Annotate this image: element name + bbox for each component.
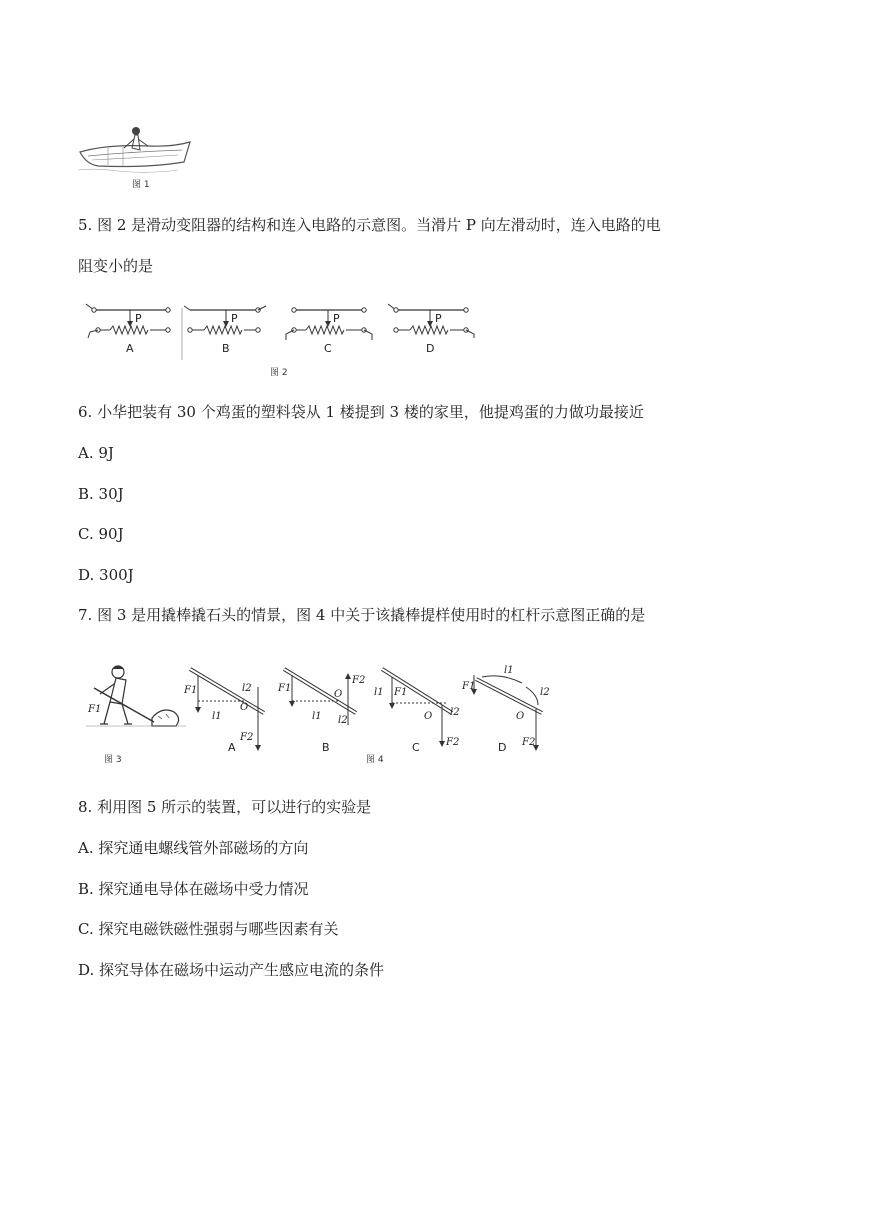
question-6-option-a: A. 9J — [78, 444, 114, 462]
rheostat-option-d — [388, 304, 474, 355]
lever-d-l1: l1 — [504, 665, 514, 676]
lever-c-f1: F1 — [394, 687, 408, 698]
lever-a-l1: l1 — [212, 711, 222, 722]
figure-1-boat-illustration — [78, 122, 198, 178]
lever-option-a — [183, 669, 264, 754]
slider-p-label-d: P — [435, 312, 442, 325]
slider-p-label-a: P — [135, 312, 142, 325]
question-5-stem-line2: 阻变小的是 — [78, 257, 154, 275]
question-8-stem: 8. 利用图 5 所示的装置，可以进行的实验是 — [78, 798, 372, 816]
lever-a-option-label: A — [228, 741, 236, 754]
lever-b-pivot: O — [334, 689, 343, 700]
figure-4-caption: 图 4 — [366, 755, 384, 765]
question-8-option-c: C. 探究电磁铁磁性强弱与哪些因素有关 — [78, 920, 339, 938]
slider-p-label-c: P — [333, 312, 340, 325]
lever-c-f2: F2 — [446, 737, 460, 748]
lever-option-d — [461, 665, 550, 754]
figure-1-caption: 图 1 — [132, 180, 150, 190]
figure-2-caption: 图 2 — [270, 368, 288, 378]
question-6-option-c: C. 90J — [78, 525, 124, 543]
lever-a-l2: l2 — [242, 683, 252, 694]
question-6-option-d: D. 300J — [78, 566, 134, 584]
figure-3-caption: 图 3 — [104, 755, 122, 765]
lever-d-pivot: O — [516, 711, 525, 722]
lever-b-f1: F1 — [278, 683, 292, 694]
question-8-option-d: D. 探究导体在磁场中运动产生感应电流的条件 — [78, 961, 385, 979]
lever-c-l1: l1 — [374, 687, 384, 698]
lever-a-f1: F1 — [184, 685, 198, 696]
lever-b-l2: l2 — [338, 715, 348, 726]
figure-3-force-label: F1 — [88, 704, 102, 715]
lever-b-l1: l1 — [312, 711, 322, 722]
slider-p-label-b: P — [231, 312, 238, 325]
figure-4-lever-diagrams — [180, 665, 550, 760]
lever-c-option-label: C — [412, 741, 420, 754]
lever-a-f2: F2 — [240, 732, 254, 743]
question-8-option-b: B. 探究通电导体在磁场中受力情况 — [78, 880, 309, 898]
option-c-label: C — [324, 342, 332, 355]
lever-d-f2: F2 — [522, 737, 536, 748]
lever-b-option-label: B — [322, 741, 330, 754]
lever-c-pivot: O — [424, 711, 433, 722]
lever-option-c — [374, 669, 460, 754]
option-a-label: A — [126, 342, 134, 355]
lever-d-option-label: D — [498, 741, 507, 754]
question-6-option-b: B. 30J — [78, 485, 124, 503]
question-6-stem: 6. 小华把装有 30 个鸡蛋的塑料袋从 1 楼提到 3 楼的家里，他提鸡蛋的力做功最接近 — [78, 403, 644, 421]
question-8-option-a: A. 探究通电螺线管外部磁场的方向 — [78, 839, 309, 857]
figure-3-crowbar-scene — [86, 662, 186, 742]
lever-c-l2: l2 — [450, 707, 460, 718]
option-b-label: B — [222, 342, 230, 355]
rheostat-option-c — [286, 308, 372, 355]
lever-option-b — [277, 669, 365, 754]
rheostat-option-b — [182, 306, 266, 360]
lever-d-l2: l2 — [540, 687, 550, 698]
rheostat-option-a — [86, 304, 170, 355]
question-5-stem-line1: 5. 图 2 是滑动变阻器的结构和连入电路的示意图。当滑片 P 向左滑动时，连入电路的电 — [78, 216, 661, 234]
lever-a-pivot: O — [240, 702, 249, 713]
lever-b-f2: F2 — [352, 675, 366, 686]
lever-d-f1: F1 — [462, 681, 476, 692]
option-d-label: D — [426, 342, 435, 355]
question-7-stem: 7. 图 3 是用撬棒撬石头的情景，图 4 中关于该撬棒提样使用时的杠杆示意图正确的是 — [78, 606, 646, 624]
